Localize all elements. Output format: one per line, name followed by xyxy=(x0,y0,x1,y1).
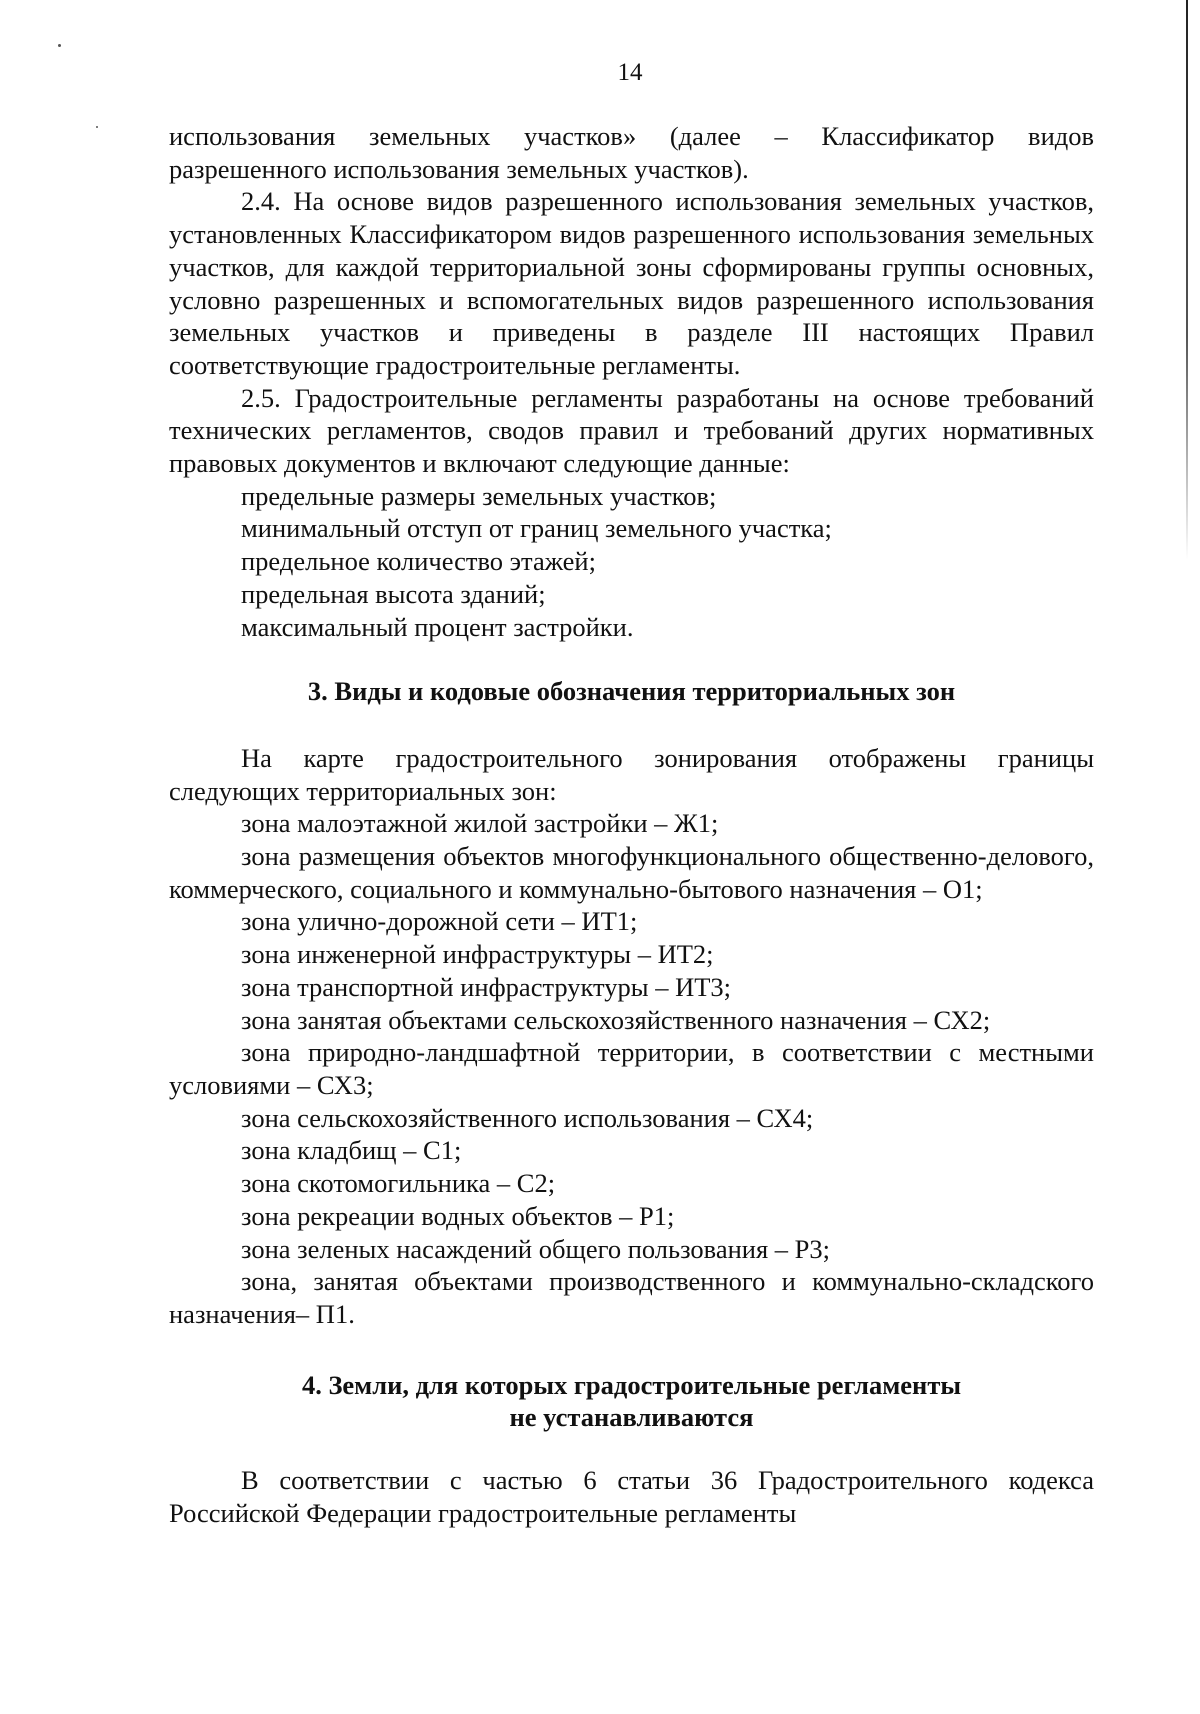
section-4-heading-line-2: не устанавливаются xyxy=(509,1402,754,1433)
scan-speck xyxy=(96,126,98,128)
list-item: максимальный процент застройки. xyxy=(241,611,634,642)
page-number: 14 xyxy=(617,59,643,86)
scan-speck xyxy=(58,44,61,47)
zone-item: зона занятая объектами сельскохозяйственного назначения – СХ2; xyxy=(241,1004,991,1035)
paragraph-classifier-continuation: использования земельных участков» (далее – Классификатор видов разрешенного использования земельных участков). xyxy=(169,121,1094,184)
zone-item: зона, занятая объектами производственного и коммунально-складского назначения– П1. xyxy=(169,1266,1094,1329)
section-4-heading-line-1: 4. Земли, для которых градостроительные регламенты xyxy=(301,1369,962,1400)
document-body xyxy=(169,120,1094,1529)
zone-item: зона скотомогильника – С2; xyxy=(241,1168,556,1199)
zone-item: зона инженерной инфраструктуры – ИТ2; xyxy=(241,939,714,970)
list-item: предельная высота зданий; xyxy=(241,578,546,609)
section-4-text: В соответствии с частью 6 статьи 36 Градостроительного кодекса Российской Федерации градостроительные регламенты xyxy=(169,1465,1094,1528)
zone-item: зона сельскохозяйственного использования – СХ4; xyxy=(241,1102,814,1133)
zone-item: зона размещения объектов многофункционального общественно-делового, коммерческого, социального и коммунально-бытового назначения – О1; xyxy=(169,841,1094,904)
paragraph-2-5: 2.5. Градостроительные регламенты разработаны на основе требований технических регламентов, сводов правил и требований других нормативных правовых документов и включают следующие данные: xyxy=(169,382,1094,479)
list-item: предельное количество этажей; xyxy=(241,546,596,577)
section-3-heading: 3. Виды и кодовые обозначения территориальных зон xyxy=(307,676,956,707)
zone-item: зона кладбищ – С1; xyxy=(241,1135,462,1166)
zone-item: зона рекреации водных объектов – Р1; xyxy=(241,1200,675,1231)
zone-item: зона малоэтажной жилой застройки – Ж1; xyxy=(241,808,719,839)
zone-item: зона транспортной инфраструктуры – ИТ3; xyxy=(241,971,732,1002)
zone-item: зона зеленых насаждений общего пользования – Р3; xyxy=(241,1233,830,1264)
paragraph-2-4: 2.4. На основе видов разрешенного использования земельных участков, установленных Классификатором видов разрешенного использования земельных участков, для каждой территориальной зоны сформированы группы основных, условно разрешенных и вспомогательных видов разрешенного использования земельных участков и приведены в разделе III настоящих Правил соответствующие градостроительные регламенты. xyxy=(169,186,1094,380)
list-item: предельные размеры земельных участков; xyxy=(241,480,717,511)
zone-item: зона улично-дорожной сети – ИТ1; xyxy=(241,906,638,937)
list-item: минимальный отступ от границ земельного участка; xyxy=(241,513,832,544)
zone-item: зона природно-ландшафтной территории, в соответствии с местными условиями – СХ3; xyxy=(169,1037,1094,1100)
section-3-intro: На карте градостроительного зонирования отображены границы следующих территориальных зон: xyxy=(169,742,1094,806)
